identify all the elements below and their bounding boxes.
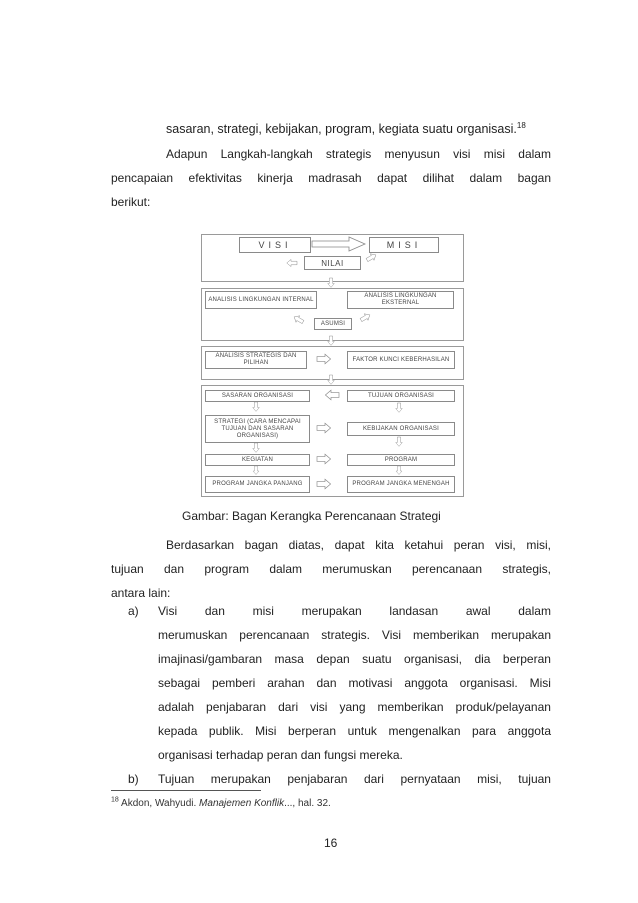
arrow-kegiatan-program <box>317 454 331 464</box>
word: menyusun <box>384 147 440 161</box>
word: sebagai <box>158 676 201 690</box>
word: diatas, <box>288 538 324 552</box>
list-item-line <box>158 724 551 738</box>
diagram-box-sasaran: SASARAN ORGANISASI <box>205 390 310 402</box>
word: Misi <box>255 724 277 738</box>
diagram-arrows <box>199 232 465 497</box>
word: visi <box>310 700 328 714</box>
word: berperan <box>502 652 551 666</box>
list-marker-a: a) <box>128 604 139 618</box>
word: merumuskan <box>158 628 228 642</box>
paragraph-line <box>111 562 551 576</box>
word: visi, <box>495 538 516 552</box>
word: dapat <box>334 538 365 552</box>
word: dapat <box>377 171 408 185</box>
arrow-down-1 <box>328 278 335 287</box>
word: ketahui <box>404 538 444 552</box>
word: perencanaan <box>239 628 310 642</box>
word: dan <box>204 604 225 618</box>
arrow-sasaran-strategi <box>253 402 260 411</box>
arrow-visi-misi <box>312 237 365 251</box>
diagram-box-program-menengah: PROGRAM JANGKA MENENGAH <box>347 476 455 493</box>
diagram-box-analisis-eksternal: ANALISIS LINGKUNGAN EKSTERNAL <box>347 291 454 309</box>
word: misi, <box>526 538 551 552</box>
page-number: 16 <box>324 836 338 850</box>
word: merupakan <box>210 772 271 786</box>
word: publik. <box>208 724 244 738</box>
arrow-nilai-left <box>287 259 297 266</box>
word: visi <box>453 147 471 161</box>
word: anggota <box>507 724 551 738</box>
word: misi <box>483 147 506 161</box>
word: penjabaran <box>287 772 348 786</box>
list-item-line <box>158 676 551 690</box>
word: Visi <box>381 628 402 642</box>
word: mengenalkan <box>388 724 461 738</box>
word: peran <box>453 538 485 552</box>
word: dalam <box>269 562 302 576</box>
word: tujuan <box>518 772 551 786</box>
word: dalam <box>518 604 551 618</box>
diagram-box-program: PROGRAM <box>347 454 455 466</box>
word: kepada <box>158 724 198 738</box>
diagram-box-kebijakan: KEBIJAKAN ORGANISASI <box>347 422 455 436</box>
diagram-box-misi: MISI <box>369 237 439 253</box>
arrow-tujuan-sasaran <box>325 390 339 400</box>
word: memberikan <box>412 628 480 642</box>
arrow-kegiatan-panjang <box>253 466 259 475</box>
arrow-down-2 <box>328 336 335 345</box>
word: arahan <box>267 676 305 690</box>
arrow-analisis-faktor <box>317 354 331 364</box>
word: dari <box>363 772 384 786</box>
word: strategis, <box>502 562 551 576</box>
word: pemberi <box>211 676 256 690</box>
footnote-rest: ..., hal. 32. <box>284 798 331 809</box>
list-item-line <box>158 604 551 618</box>
paragraph-line-last: antara lain: <box>111 586 171 600</box>
arrow-panjang-menengah <box>317 479 331 489</box>
paragraph-line-last: berikut: <box>111 195 151 209</box>
word: suatu <box>362 652 392 666</box>
word: dari <box>278 700 299 714</box>
footnote-number: 18 <box>111 796 119 804</box>
arrow-asumsi-right <box>359 312 371 323</box>
list-item-line <box>158 772 551 786</box>
footnote <box>111 798 331 809</box>
word: dia <box>474 652 491 666</box>
word: tujuan <box>111 562 144 576</box>
word: pernyataan <box>400 772 461 786</box>
figure-caption: Gambar: Bagan Kerangka Perencanaan Strategi <box>182 509 441 523</box>
word: anggota <box>404 676 448 690</box>
footnote-title: Manajemen Konflik <box>199 798 285 809</box>
word: efektivitas <box>188 171 242 185</box>
paragraph-line <box>166 538 551 552</box>
arrow-program-menengah <box>396 466 402 475</box>
word: produk/pelayanan <box>455 700 551 714</box>
word: motivasi <box>348 676 393 690</box>
arrow-strategi-kegiatan <box>253 443 260 452</box>
word: memberikan <box>377 700 444 714</box>
word: merupakan <box>301 604 362 618</box>
word: yang <box>339 700 366 714</box>
word: adalah <box>158 700 195 714</box>
word: kita <box>375 538 394 552</box>
footnote-author: Akdon, Wahyudi. <box>121 798 197 809</box>
word: penjabaran <box>206 700 267 714</box>
diagram-box-strategi: STRATEGI (CARA MENCAPAI TUJUAN DAN SASARAN ORGANISASI) <box>205 415 310 443</box>
word: organisasi. <box>459 676 518 690</box>
word: dalam <box>518 147 551 161</box>
word: program <box>204 562 250 576</box>
arrow-asumsi-left <box>292 314 304 325</box>
word: organisasi, <box>403 652 462 666</box>
word: perencanaan <box>411 562 483 576</box>
word: Langkah-langkah <box>220 147 313 161</box>
diagram-box-analisis-internal: ANALISIS LINGKUNGAN INTERNAL <box>205 291 317 309</box>
diagram-box-faktor-kunci: FAKTOR KUNCI KEBERHASILAN <box>347 351 455 369</box>
list-item-line <box>158 628 551 642</box>
diagram-box-asumsi: ASUMSI <box>314 318 352 330</box>
text-sasaran: sasaran, strategi, kebijakan, program, kegiata suatu organisasi. <box>166 122 517 136</box>
list-item-line-last: organisasi terhadap peran dan fungsi mereka. <box>158 748 403 762</box>
word: bagan <box>517 171 551 185</box>
word: para <box>472 724 497 738</box>
word: imajinasi/gambaran <box>158 652 263 666</box>
word: Berdasarkan <box>166 538 235 552</box>
word: landasan <box>389 604 439 618</box>
word: merumuskan <box>322 562 392 576</box>
diagram-box-program-panjang: PROGRAM JANGKA PANJANG <box>205 476 310 493</box>
arrow-nilai-right <box>365 252 377 263</box>
word: bagan <box>244 538 279 552</box>
word: dan <box>316 676 337 690</box>
strategic-planning-diagram <box>199 232 465 497</box>
word: kinerja <box>257 171 293 185</box>
word: dan <box>164 562 185 576</box>
footnote-divider <box>111 790 261 791</box>
arrow-kebijakan-program <box>396 437 403 446</box>
footnote-ref: 18 <box>516 120 526 130</box>
word: dilihat <box>422 171 454 185</box>
text-line-sasaran <box>166 122 526 136</box>
word: pencapaian <box>111 171 174 185</box>
diagram-box-analisis-strategis: ANALISIS STRATEGIS DAN PILIHAN <box>205 351 307 369</box>
diagram-box-kegiatan: KEGIATAN <box>205 454 310 466</box>
word: berperan <box>287 724 337 738</box>
diagram-box-visi: VISI <box>239 237 311 253</box>
paragraph-line <box>111 171 551 185</box>
word: Misi <box>529 676 551 690</box>
word: untuk <box>347 724 377 738</box>
word: strategis <box>325 147 372 161</box>
word: Visi <box>158 604 178 618</box>
word: depan <box>316 652 350 666</box>
word: merupakan <box>490 628 551 642</box>
arrow-tujuan-kebijakan <box>396 403 403 412</box>
diagram-box-nilai: NILAI <box>304 256 361 270</box>
arrow-down-3 <box>328 375 335 384</box>
word: strategis. <box>321 628 370 642</box>
word: Adapun <box>166 147 208 161</box>
paragraph-line <box>166 147 551 161</box>
list-item-line <box>158 652 551 666</box>
list-item-line <box>158 700 551 714</box>
diagram-box-tujuan: TUJUAN ORGANISASI <box>347 390 455 402</box>
word: madrasah <box>308 171 362 185</box>
word: misi, <box>477 772 502 786</box>
word: dalam <box>469 171 503 185</box>
word: misi <box>252 604 274 618</box>
arrow-strategi-kebijakan <box>317 423 331 433</box>
word: awal <box>465 604 491 618</box>
word: masa <box>274 652 304 666</box>
list-marker-b: b) <box>128 772 139 786</box>
word: Tujuan <box>158 772 195 786</box>
